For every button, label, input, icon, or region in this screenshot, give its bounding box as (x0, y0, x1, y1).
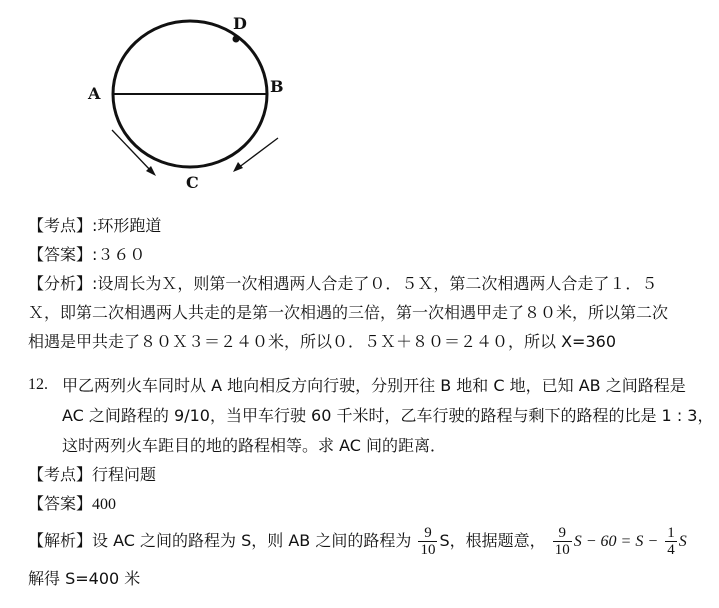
q12-text-line3: 这时两列火车距目的地的路程相等。求 AC 间的距离． (62, 436, 447, 455)
equation-part1: S − 60 = S − (573, 533, 659, 550)
q11-kaodian (28, 214, 161, 238)
arrow-right-shaft (238, 138, 278, 168)
q11-answer-label: 【答案】 (28, 245, 93, 264)
q12-answer-label: 【答案】 (28, 494, 93, 513)
q12-kaodian-value: 行程问题 (92, 465, 157, 484)
eq-frac1-denominator: 10 (554, 542, 570, 558)
q11-analysis-label: 【分析】 (28, 274, 93, 293)
q12-answer (28, 492, 116, 517)
eq-frac1-numerator: 9 (553, 525, 572, 542)
q12-number: 12. (28, 376, 48, 393)
point-d (233, 36, 240, 43)
q11-analysis-text1: :设周长为Ｘ，则第一次相遇两人合走了０．５Ｘ，第二次相遇两人合走了１．５ (92, 274, 658, 293)
q11-analysis-line1 (28, 272, 657, 296)
q12-answer-value: 400 (92, 496, 117, 513)
q12-result: 解得 S=400 米 (28, 569, 141, 588)
arrow-right-head (233, 162, 243, 172)
equation-fraction-one-quarter (665, 525, 677, 558)
q12-text-line1: 甲乙两列火车同时从 A 地向相反方向行驶，分别开往 B 地和 C 地，已知 AB 之间路程是 (62, 376, 686, 395)
label-c: C (186, 173, 199, 192)
q11-kaodian-value: :环形跑道 (92, 216, 162, 235)
q11-analysis-line2: Ｘ，即第二次相遇两人共走的是第一次相遇的三倍，第一次相遇甲走了８０米，所以第二次 (28, 303, 669, 322)
q12-text-line2: AC 之间路程的 9/10，当甲车行驶 60 千米时，乙车行驶的路程与剩下的路程的比是 1 : 3， (62, 406, 714, 425)
arrow-left-shaft (112, 130, 152, 172)
label-d: D (233, 14, 247, 33)
q12-solution-text1: 设 AC 之间的路程为 S，则 AB 之间的路程为 (92, 531, 412, 550)
equation-s: S (678, 533, 687, 550)
circular-track-diagram (0, 0, 719, 200)
q11-answer-value: :３６０ (92, 245, 146, 264)
eq-frac2-denominator: 4 (667, 542, 675, 558)
q12-kaodian-label: 【考点】 (28, 465, 93, 484)
q11-analysis-line3: 相遇是甲共走了８０Ｘ３＝２４０米，所以０．５Ｘ＋８０＝２４０，所以 X=360 (28, 332, 616, 351)
frac-denominator: 10 (420, 542, 436, 558)
fraction-nine-tenths (418, 525, 437, 558)
q12-kaodian (28, 463, 156, 487)
q12-solution (28, 523, 687, 560)
q12-solution-s: S，根据题意， (439, 531, 546, 550)
q12-solution-label: 【解析】 (28, 531, 93, 550)
label-b: B (270, 77, 284, 96)
eq-frac2-numerator: 1 (667, 525, 675, 541)
label-a: A (88, 84, 101, 103)
frac-numerator: 9 (418, 525, 437, 542)
q11-kaodian-label: 【考点】 (28, 216, 93, 235)
equation-fraction-nine-tenths (553, 525, 572, 558)
q11-answer (28, 243, 145, 267)
